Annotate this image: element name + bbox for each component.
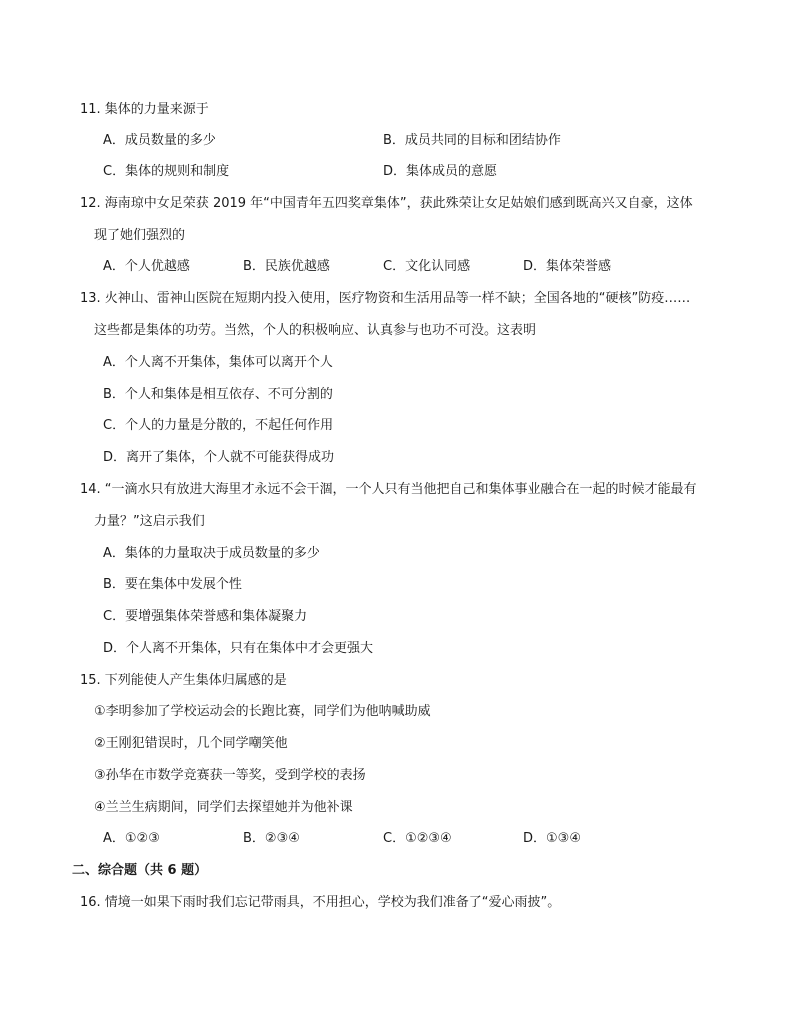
q13-option-d: D．离开了集体，个人就不可能获得成功 <box>103 450 335 465</box>
q13-option-c: C．个人的力量是分散的，不起任何作用 <box>103 418 334 433</box>
q15-option-a: A．①②③ <box>103 831 160 846</box>
q14-option-c: C．要增强集体荣誉感和集体凝聚力 <box>103 609 308 624</box>
q14-option-d: D．个人离不开集体，只有在集体中才会更强大 <box>103 641 374 656</box>
q11-option-b: B．成员共同的目标和团结协作 <box>383 133 561 148</box>
q12-option-b: B．民族优越感 <box>243 259 330 274</box>
q12-option-a: A．个人优越感 <box>103 259 190 274</box>
q15-option-b: B．②③④ <box>243 831 300 846</box>
section-heading: 二、综合题（共 6 题） <box>72 863 208 878</box>
q11-stem: 11. 集体的力量来源于 <box>80 102 209 117</box>
q12-stem: 12. 海南琼中女足荣获 2019 年“中国青年五四奖章集体”，获此殊荣让女足姑娘们感到既高兴又自豪，这体 <box>80 196 693 211</box>
q13-stem: 13. 火神山、雷神山医院在短期内投入使用，医疗物资和生活用品等一样不缺；全国各地的“硬核”防疫…… <box>80 291 691 306</box>
q15-option-d: D．①③④ <box>523 831 581 846</box>
q15-stem: 15. 下列能使人产生集体归属感的是 <box>80 673 287 688</box>
q15-item-4: ④兰兰生病期间，同学们去探望她并为他补课 <box>94 800 353 815</box>
q12-option-d: D．集体荣誉感 <box>523 259 612 274</box>
q14-stem: 14. “一滴水只有放进大海里才永远不会干涸，一个人只有当他把自己和集体事业融合在一起的时候才能最有 <box>80 482 697 497</box>
q12-stem-cont: 现了她们强烈的 <box>94 228 186 243</box>
q11-option-d: D．集体成员的意愿 <box>383 164 498 179</box>
q13-option-a: A．个人离不开集体，集体可以离开个人 <box>103 355 333 370</box>
q15-item-3: ③孙华在市数学竞赛获一等奖，受到学校的表扬 <box>94 768 366 783</box>
q11-option-a: A．成员数量的多少 <box>103 133 216 148</box>
q11-option-c: C．集体的规则和制度 <box>103 164 230 179</box>
q15-item-2: ②王刚犯错误时，几个同学嘲笑他 <box>94 736 288 751</box>
q14-option-b: B．要在集体中发展个性 <box>103 577 242 592</box>
q15-item-1: ①李明参加了学校运动会的长跑比赛，同学们为他呐喊助威 <box>94 704 431 719</box>
q14-option-a: A．集体的力量取决于成员数量的多少 <box>103 546 320 561</box>
q14-stem-cont: 力量？”这启示我们 <box>94 514 205 529</box>
q12-option-c: C．文化认同感 <box>383 259 471 274</box>
q15-option-c: C．①②③④ <box>383 831 452 846</box>
q13-option-b: B．个人和集体是相互依存、不可分割的 <box>103 387 333 402</box>
q13-stem-cont: 这些都是集体的功劳。当然，个人的积极响应、认真参与也功不可没。这表明 <box>94 323 537 338</box>
q16-stem: 16. 情境一如果下雨时我们忘记带雨具，不用担心，学校为我们准备了“爱心雨披”。 <box>80 895 561 910</box>
